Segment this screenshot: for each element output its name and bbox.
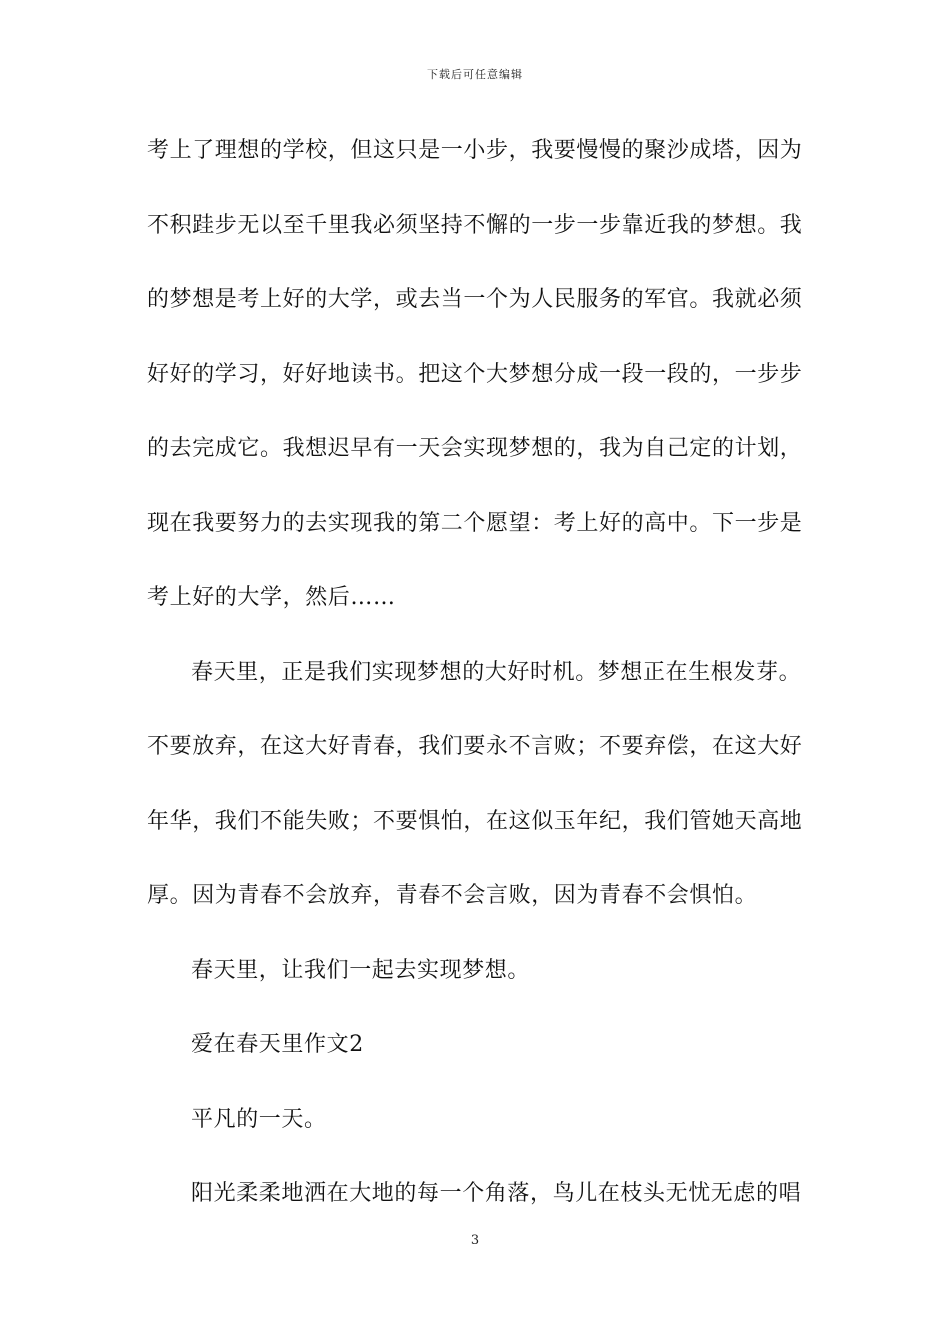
- text-line: 考上好的大学，然后……: [147, 585, 396, 610]
- section-title: 爱在春天里作文2: [191, 1032, 364, 1057]
- text-line: 的去完成它。我想迟早有一天会实现梦想的，我为自己定的计划，: [147, 436, 803, 461]
- text-line: 好好的学习，好好地读书。把这个大梦想分成一段一段的，一步步: [147, 361, 803, 387]
- text-line: 考上了理想的学校，但这只是一小步，我要慢慢的聚沙成塔，因为: [147, 138, 803, 163]
- text-line: 厚。因为青春不会放弃，青春不会言败，因为青春不会惧怕。: [147, 883, 758, 908]
- paragraph-start-line: 阳光柔柔地洒在大地的每一个角落，鸟儿在枝头无忧无虑的唱: [191, 1181, 802, 1206]
- document-body: [147, 127, 817, 1245]
- text-line: 的梦想是考上好的大学，或去当一个为人民服务的军官。我就必须: [147, 287, 803, 312]
- paragraph-start-line: 春天里，让我们一起去实现梦想。: [191, 957, 531, 983]
- text-line: 现在我要努力的去实现我的第二个愿望：考上好的高中。下一步是: [147, 510, 803, 536]
- text-line: 不积跬步无以至千里我必须坚持不懈的一步一步靠近我的梦想。我: [147, 212, 803, 238]
- page-header: 下载后可任意编辑: [427, 68, 523, 81]
- paragraph-start-line: 春天里，正是我们实现梦想的大好时机。梦想正在生根发芽。: [191, 659, 802, 685]
- paragraph-start-line: 平凡的一天。: [191, 1106, 327, 1132]
- text-line: 年华，我们不能失败；不要惧怕，在这似玉年纪，我们管她天高地: [147, 808, 803, 834]
- text-line: 不要放弃，在这大好青春，我们要永不言败；不要弃偿，在这大好: [147, 734, 803, 759]
- page-number: 3: [470, 1233, 480, 1248]
